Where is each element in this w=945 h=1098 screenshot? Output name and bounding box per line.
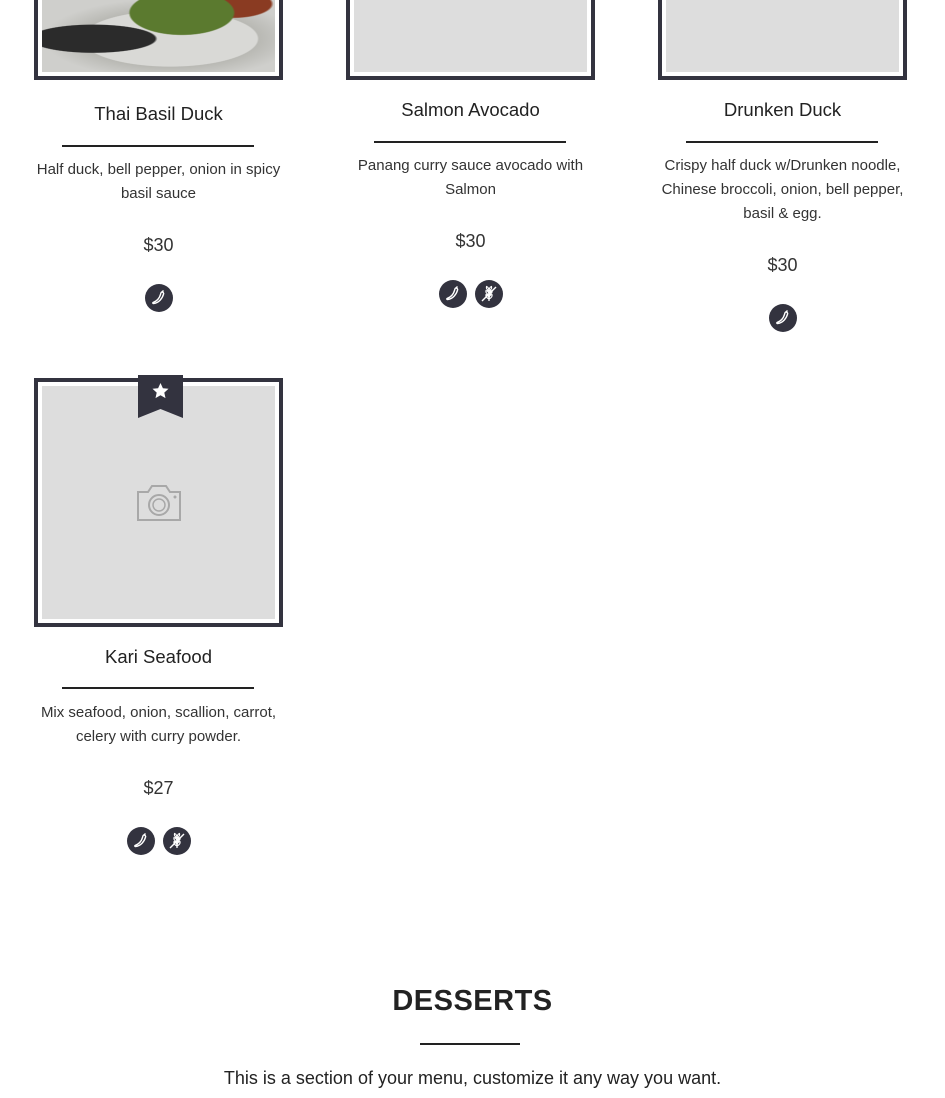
menu-item-description: Crispy half duck w/Drunken noodle, Chinese broccoli, onion, bell pepper, basil & egg. [661,157,904,222]
menu-item-price: $30 [455,231,486,251]
gluten-free-icon [163,827,191,855]
menu-item-name: Kari Seafood [105,646,212,667]
featured-ribbon-icon [138,375,183,418]
spicy-icon [145,284,173,312]
gluten-free-icon [475,280,503,308]
menu-item-description: Mix seafood, onion, scallion, carrot, celery with curry powder. [40,704,277,745]
menu-item-photo[interactable] [658,0,907,80]
spicy-icon [127,827,155,855]
menu-item-name: Salmon Avocado [401,99,540,120]
divider [686,141,878,143]
spicy-icon [439,280,467,308]
menu-item-name: Thai Basil Duck [94,103,223,124]
spicy-icon [769,304,797,332]
section-divider [420,1043,520,1045]
menu-item-price: $30 [143,235,174,255]
menu-item-photo[interactable] [346,0,595,80]
menu-item-photo[interactable] [34,0,283,80]
dietary-icons [346,280,595,308]
menu-item-price: $27 [143,778,174,798]
menu-item-name: Drunken Duck [723,99,842,120]
menu-item-description: Panang curry sauce avocado with Salmon [357,157,584,198]
divider [62,687,254,689]
section-title: DESSERTS [392,985,553,1017]
dietary-icons [34,284,283,312]
menu-item-description: Half duck, bell pepper, onion in spicy basil sauce [36,161,281,202]
menu-item-price: $30 [767,255,798,275]
divider [62,145,254,147]
section-description: This is a section of your menu, customize it any way you want. [223,1068,722,1088]
divider [374,141,566,143]
dietary-icons [34,827,283,855]
dietary-icons [658,304,907,332]
camera-placeholder-icon [134,483,184,523]
